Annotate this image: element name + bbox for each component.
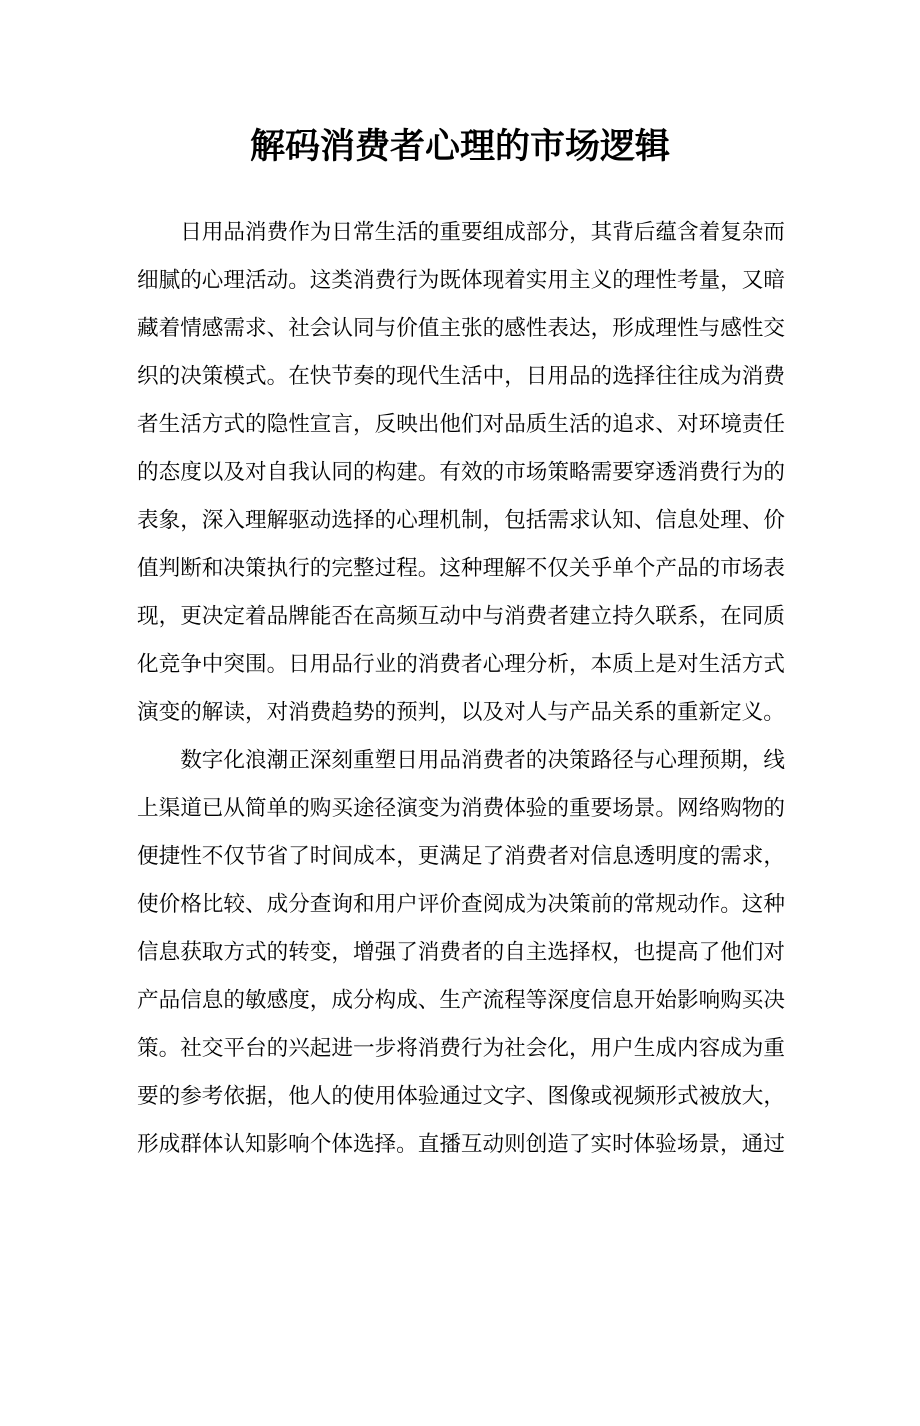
document-page bbox=[0, 124, 920, 1426]
paragraph-2: 数字化浪潮正深刻重塑日用品消费者的决策路径与心理预期，线上渠道已从简单的购买途径演变为消费体验的重要场景。网络购物的便捷性不仅节省了时间成本，更满足了消费者对信息透明度的需求，使价格比较、成分查询和用户评价查阅成为决策前的常规动作。这种信息获取方式的转变，增强了消费者的自主选择权，也提高了他们对产品信息的敏感度，成分构成、生产流程等深度信息开始影响购买决策。社交平台的兴起进一步将消费行为社会化，用户生成内容成为重要的参考依据，他人的使用体验通过文字、图像或视频形式被放大，形成群体认知影响个体选择。直播互动则创造了实时体验场景，通过 bbox=[137, 748, 785, 1156]
document-title: 解码消费者心理的市场逻辑 bbox=[249, 127, 670, 166]
document-body bbox=[137, 208, 785, 1168]
paragraph-1: 日用品消费作为日常生活的重要组成部分，其背后蕴含着复杂而细腻的心理活动。这类消费行为既体现着实用主义的理性考量，又暗藏着情感需求、社会认同与价值主张的感性表达，形成理性与感性交织的决策模式。在快节奏的现代生活中，日用品的选择往往成为消费者生活方式的隐性宣言，反映出他们对品质生活的追求、对环境责任的态度以及对自我认同的构建。有效的市场策略需要穿透消费行为的表象，深入理解驱动选择的心理机制，包括需求认知、信息处理、价值判断和决策执行的完整过程。这种理解不仅关乎单个产品的市场表现，更决定着品牌能否在高频互动中与消费者建立持久联系，在同质化竞争中突围。日用品行业的消费者心理分析，本质上是对生活方式演变的解读，对消费趋势的预判，以及对人与产品关系的重新定义。 bbox=[137, 220, 785, 724]
